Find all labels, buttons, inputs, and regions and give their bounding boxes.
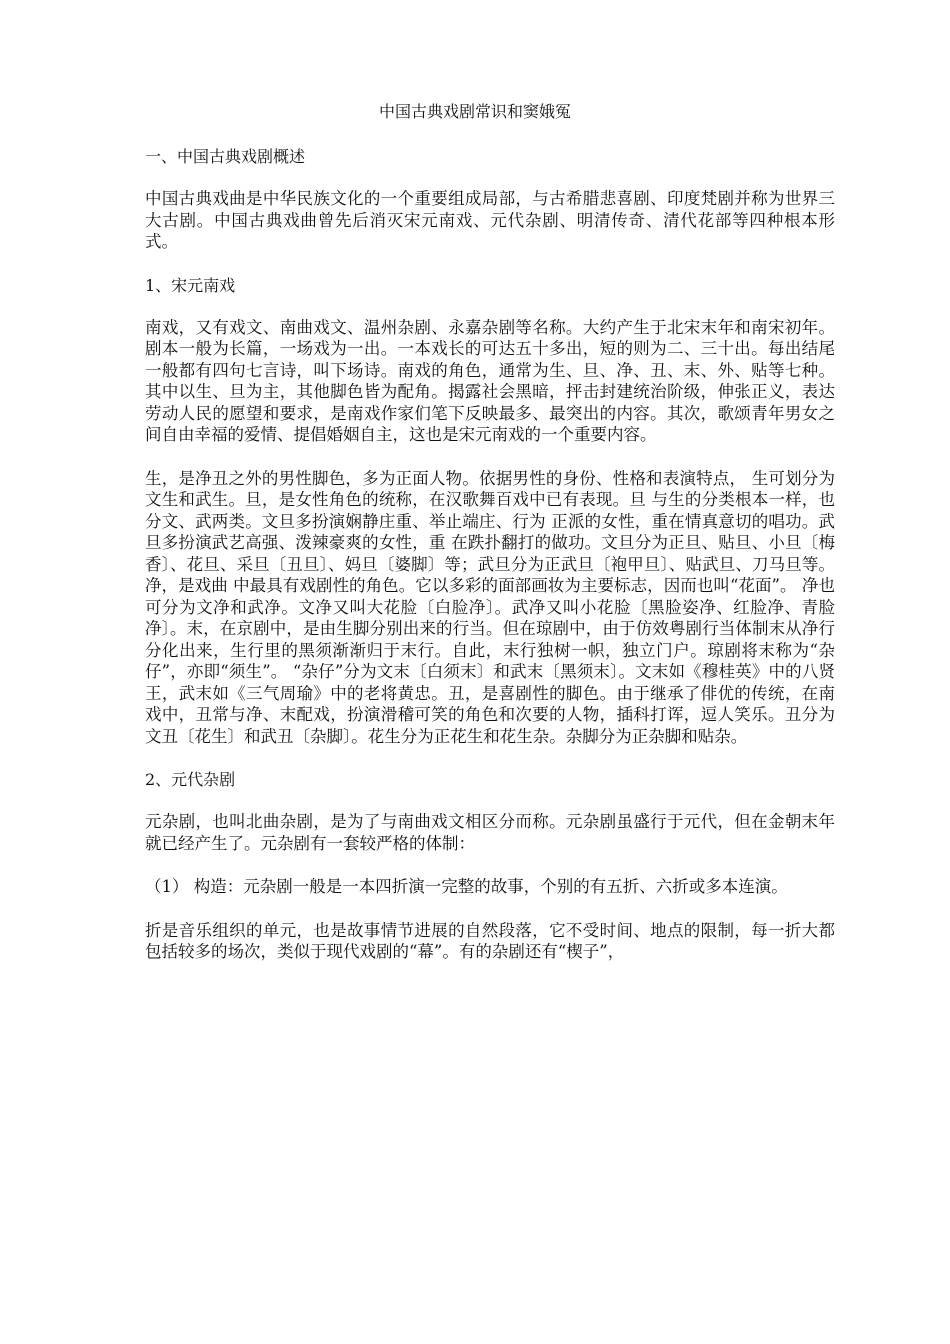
structure-paragraph: （1） 构造：元杂剧一般是一本四折演一完整的故事，个别的有五折、六折或多本连演。 bbox=[145, 877, 788, 896]
zhe-paragraph: 折是音乐组织的单元，也是故事情节进展的自然段落，它不受时间、地点的限制，每一折大都包括较多的场次，类似于现代戏剧的“幕”。有的杂剧还有“楔子”， bbox=[145, 920, 835, 961]
intro-paragraph: 中国古典戏曲是中华民族文化的一个重要组成局部，与古希腊悲喜剧、印度梵剧并称为世界三大古剧。中国古典戏曲曾先后消灭宋元南戏、元代杂剧、明清传奇、清代花部等四种根本形式。 bbox=[145, 189, 835, 251]
subsection-heading-zaju: 2、元代杂剧 bbox=[145, 770, 236, 789]
nanxi-paragraph: 南戏，又有戏文、南曲戏文、温州杂剧、永嘉杂剧等名称。大约产生于北宋末年和南宋初年。剧本一般为长篇，一场戏为一出。一本戏长的可达五十多出，短的则为二、三十出。每出结尾一般都有四句七言诗，叫下场诗。南戏的角色，通常为生、旦、净、丑、末、外、贴等七种。其中以生、旦为主，其他脚色皆为配角。揭露社会黑暗，抨击封建统治阶级，伸张正义，表达劳动人民的愿望和要求，是南戏作家们笔下反映最多、最突出的内容。其次，歌颂青年男女之间自由幸福的爱情、提倡婚姻自主，这也是宋元南戏的一个重要内容。 bbox=[145, 317, 835, 444]
section-heading-overview: 一、中国古典戏剧概述 bbox=[145, 147, 306, 166]
zaju-paragraph: 元杂剧，也叫北曲杂剧，是为了与南曲戏文相区分而称。元杂剧虽盛行于元代，但在金朝末年就已经产生了。元杂剧有一套较严格的体制： bbox=[145, 812, 835, 853]
document-title: 中国古典戏剧常识和窦娥冤 bbox=[378, 102, 571, 121]
roles-paragraph: 生，是净丑之外的男性脚色，多为正面人物。依据男性的身份、性格和表演特点， 生可划分为文生和武生。旦，是女性角色的统称，在汉歌舞百戏中已有表现。旦 与生的分类根本一样，也分文、武两类。文旦多扮演娴静庄重、举止端庄、行为 正派的女性，重在情真意切的唱功。武旦多扮演武艺高强、泼辣豪爽的女性，重 在跌扑翻打的做功。文旦分为正旦、贴旦、小旦〔梅香〕、花旦、采旦〔丑旦〕、妈旦〔婆脚〕等；武旦分为正武旦〔袍甲旦〕、贴武旦、刀马旦等。净，是戏曲 中最具有戏剧性的角色。它以多彩的面部画妆为主要标志，因而也叫“花面”。 净也可分为文净和武净。文净又叫大花脸〔白脸净〕。武净又叫小花脸〔黑脸姿净、红脸净、青脸净〕。末，在京剧中，是由生脚分别出来的行当。但在琼剧中，由于仿效粤剧行当体制末从净行分化出来，生行里的黑须渐渐归于末行。自此，末行独树一帜，独立门户。琼剧将末称为“杂仔”，亦即“须生”。 “杂仔”分为文末〔白须末〕和武末〔黑须末〕。文末如《穆桂英》中的八贤王，武末如《三气周瑜》中的老将黄忠。丑，是喜剧性的脚色。由于继承了俳优的传统，在南戏中，丑常与净、末配戏，扮演滑稽可笑的角色和次要的人物，插科打诨，逗人笑乐。丑分为文丑〔花生〕和武丑〔杂脚〕。花生分为正花生和花生杂。杂脚分为正杂脚和贴杂。 bbox=[145, 468, 835, 746]
subsection-heading-nanxi: 1、宋元南戏 bbox=[145, 275, 236, 295]
document-body bbox=[145, 146, 835, 985]
